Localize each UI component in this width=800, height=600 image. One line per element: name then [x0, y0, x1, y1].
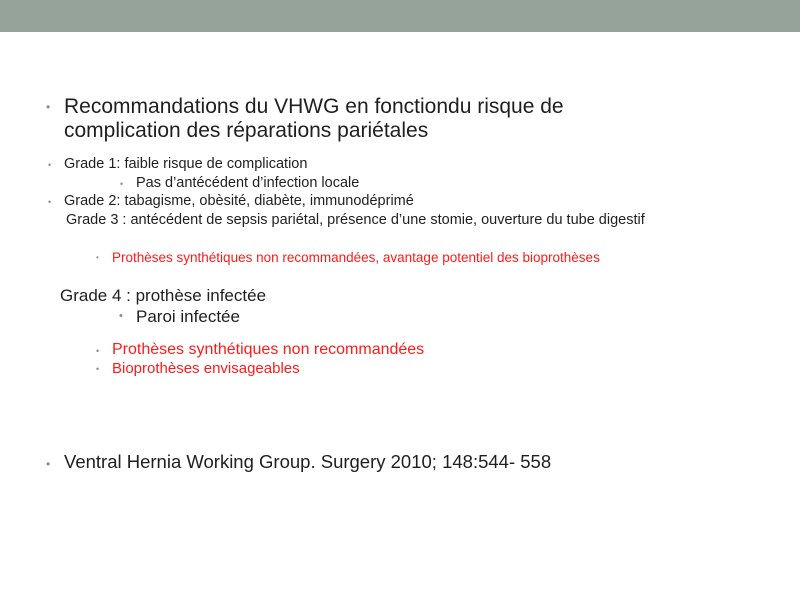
bullet-icon: • [48, 197, 52, 207]
bullet-icon: • [46, 100, 51, 114]
bullet-icon: • [119, 310, 123, 322]
grade3-text: Grade 3 : antécédent de sepsis pariétal, présence d’une stomie, ouverture du tube digestif [66, 212, 645, 228]
bullet-icon: • [96, 253, 99, 262]
reference-citation: Ventral Hernia Working Group. Surgery 2010; 148:544- 558 [64, 451, 552, 472]
grade4-text: Grade 4 : prothèse infectée [60, 286, 267, 305]
grade4-sub-text: Paroi infectée [136, 307, 240, 326]
grade1-text: Grade 1: faible risque de complication [64, 156, 308, 172]
bullet-icon: • [48, 160, 52, 170]
header-bar [0, 0, 800, 32]
grade4-recommendation-2: Bioprothèses envisageables [112, 360, 300, 377]
slide-heading-line2: complication des réparations pariétales [64, 119, 429, 142]
bullet-icon: • [46, 457, 51, 471]
grade4-recommendation-1: Prothèses synthétiques non recommandées [112, 341, 425, 358]
slide-heading-line1: Recommandations du VHWG en fonctiondu risque de [64, 95, 564, 118]
grade2-text: Grade 2: tabagisme, obèsité, diabète, immunodéprimé [64, 193, 414, 209]
bullet-icon: • [96, 346, 100, 356]
grade3-recommendation: Prothèses synthétiques non recommandées, avantage potentiel des bioprothèses [112, 250, 600, 265]
bullet-icon: • [120, 179, 124, 189]
bullet-icon: • [96, 364, 100, 374]
grade1-sub-text: Pas d’antécédent d’infection locale [136, 175, 360, 191]
